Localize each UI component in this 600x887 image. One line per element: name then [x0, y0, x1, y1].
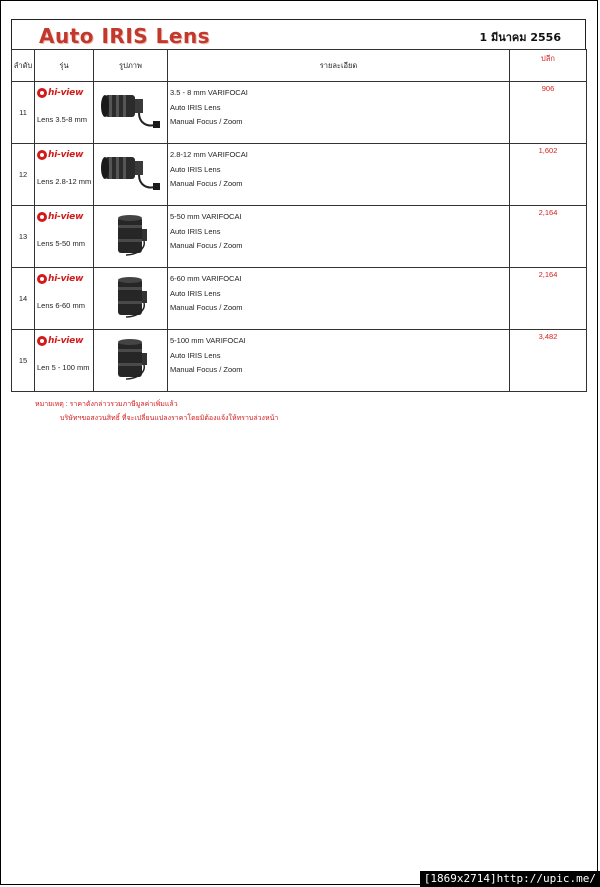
detail-focus: Manual Focus / Zoom	[170, 303, 243, 312]
detail-cell	[168, 206, 510, 268]
detail-cell	[168, 144, 510, 206]
detail-focal-length: 6-60 mm VARIFOCAI	[170, 274, 242, 283]
model-cell	[35, 82, 94, 144]
table-row	[12, 144, 587, 206]
cctv-lens-large-icon	[106, 378, 156, 387]
model-name: Len 5 - 100 mm	[37, 363, 90, 372]
detail-focal-length: 3.5 - 8 mm VARIFOCAI	[170, 88, 248, 97]
table-header-row	[12, 50, 587, 82]
detail-cell	[168, 268, 510, 330]
cctv-lens-small-icon	[99, 128, 163, 137]
row-number: 14	[12, 268, 35, 330]
product-image-cell	[94, 206, 168, 268]
detail-iris: Auto IRIS Lens	[170, 102, 221, 112]
detail-iris: Auto IRIS Lens	[170, 288, 221, 298]
notes	[11, 398, 586, 426]
hi-view-logo	[37, 148, 93, 162]
cctv-lens-small-icon	[99, 190, 163, 199]
table-row	[12, 268, 587, 330]
retail-price: 1,602	[510, 144, 587, 206]
retail-price: 2,164	[510, 268, 587, 330]
price-date: 1 มีนาคม 2556	[479, 31, 561, 44]
detail-iris: Auto IRIS Lens	[170, 164, 221, 174]
detail-focus: Manual Focus / Zoom	[170, 117, 243, 126]
hi-view-logo-icon	[37, 336, 47, 346]
hi-view-logo-icon	[37, 150, 47, 160]
model-name: Lens 5-50 mm	[37, 239, 85, 248]
hi-view-logo-icon	[37, 274, 47, 284]
table-row	[12, 206, 587, 268]
hi-view-logo	[37, 210, 93, 224]
cctv-lens-large-icon	[106, 254, 156, 263]
product-image-cell	[94, 144, 168, 206]
column-header-no: ลำดับ	[12, 50, 35, 82]
cctv-lens-large-icon	[106, 316, 156, 325]
model-name: Lens 6-60 mm	[37, 301, 85, 310]
note-vat: หมายเหตุ : ราคาดังกล่าวรวมภาษีมูลค่าเพิ่มแล้ว	[35, 401, 178, 408]
hi-view-logo-icon	[37, 88, 47, 98]
column-header-detail: รายละเอียด	[168, 50, 510, 82]
hi-view-logo-icon	[37, 212, 47, 222]
note-price-change: บริษัทฯขอสงวนสิทธิ์ ที่จะเปลี่ยนแปลงราคาโดยมิต้องแจ้งให้ทราบล่วงหน้า	[60, 415, 279, 422]
hi-view-logo-text: hi-view	[48, 150, 84, 160]
hi-view-logo-text: hi-view	[48, 88, 84, 98]
price-sheet	[11, 19, 586, 426]
model-cell	[35, 268, 94, 330]
row-number: 15	[12, 330, 35, 392]
hi-view-logo-text: hi-view	[48, 212, 84, 222]
table-row	[12, 82, 587, 144]
model-cell	[35, 206, 94, 268]
product-image-cell	[94, 82, 168, 144]
title-row	[11, 19, 586, 49]
hi-view-logo-text: hi-view	[48, 274, 84, 284]
detail-iris: Auto IRIS Lens	[170, 226, 221, 236]
table-body	[12, 82, 587, 392]
retail-price: 906	[510, 82, 587, 144]
model-name: Lens 2.8-12 mm	[37, 177, 92, 186]
product-image-cell	[94, 330, 168, 392]
table-row	[12, 330, 587, 392]
retail-price: 2,164	[510, 206, 587, 268]
page-title: Auto IRIS Lens	[39, 24, 211, 48]
hi-view-logo	[37, 334, 93, 348]
detail-focal-length: 2.8-12 mm VARIFOCAI	[170, 150, 248, 159]
detail-focus: Manual Focus / Zoom	[170, 241, 243, 250]
hi-view-logo	[37, 86, 93, 100]
price-table	[11, 49, 587, 392]
detail-focal-length: 5-100 mm VARIFOCAI	[170, 336, 246, 345]
row-number: 11	[12, 82, 35, 144]
model-cell	[35, 144, 94, 206]
detail-cell	[168, 82, 510, 144]
column-header-image: รูปภาพ	[94, 50, 168, 82]
detail-cell	[168, 330, 510, 392]
row-number: 12	[12, 144, 35, 206]
product-image-cell	[94, 268, 168, 330]
model-name: Lens 3.5-8 mm	[37, 115, 88, 124]
hi-view-logo-text: hi-view	[48, 336, 84, 346]
detail-iris: Auto IRIS Lens	[170, 350, 221, 360]
watermark: [1869x2714]http://upic.me/	[420, 871, 600, 887]
column-header-price: ปลีก	[510, 50, 587, 82]
detail-focus: Manual Focus / Zoom	[170, 179, 243, 188]
hi-view-logo	[37, 272, 93, 286]
column-header-model: รุ่น	[35, 50, 94, 82]
row-number: 13	[12, 206, 35, 268]
detail-focal-length: 5-50 mm VARIFOCAI	[170, 212, 242, 221]
model-cell	[35, 330, 94, 392]
retail-price: 3,482	[510, 330, 587, 392]
detail-focus: Manual Focus / Zoom	[170, 365, 243, 374]
